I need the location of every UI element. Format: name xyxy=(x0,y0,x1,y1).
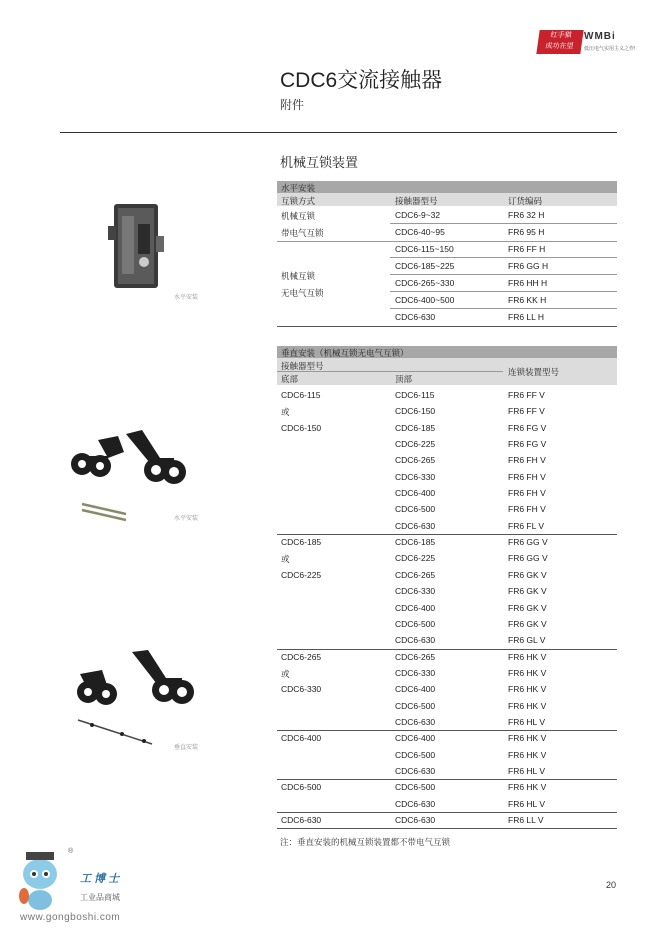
interlock-code: FR6 LL V xyxy=(508,815,544,825)
group-divider xyxy=(277,326,617,327)
bottom-contactor: 或 xyxy=(281,554,290,564)
contactor-model: CDC6-400~500 xyxy=(395,295,455,305)
page-subtitle: 附件 xyxy=(280,98,305,112)
group-divider xyxy=(277,828,617,829)
table-row xyxy=(277,485,617,501)
order-code: FR6 FF H xyxy=(508,244,546,254)
bottom-contactor: CDC6-400 xyxy=(281,733,322,743)
registered-mark: ® xyxy=(68,848,74,855)
bottom-contactor: CDC6-500 xyxy=(281,782,322,792)
table-row xyxy=(277,452,617,468)
brand-name: WMBi xyxy=(584,31,616,42)
watermark-logo-text: 工博士 xyxy=(80,873,122,885)
bottom-contactor-label xyxy=(277,387,387,403)
top-contactor: CDC6-630 xyxy=(395,815,436,825)
bottom-contactor: CDC6-225 xyxy=(281,570,322,580)
table-row xyxy=(277,747,617,763)
section-title: 机械互锁装置 xyxy=(280,155,359,170)
table-header-row: 互锁方式 接触器型号 订货编码 xyxy=(277,193,617,206)
vertical-mount-table xyxy=(277,346,617,832)
horizontal-mount-table xyxy=(277,181,617,327)
bottom-contactor: CDC6-115 xyxy=(281,390,321,400)
top-contactor: CDC6-400 xyxy=(395,488,436,498)
image-caption: 垂直安装 xyxy=(174,745,199,751)
top-contactor: CDC6-500 xyxy=(395,701,436,711)
interlock-type-label xyxy=(277,284,387,300)
bottom-contactor-label xyxy=(277,681,387,697)
contactor-model: CDC6-185~225 xyxy=(395,261,455,271)
top-contactor: CDC6-630 xyxy=(395,799,436,809)
bottom-contactor-label xyxy=(277,779,387,795)
order-code: FR6 KK H xyxy=(508,295,547,305)
interlock-type: 机械互锁 xyxy=(281,271,316,281)
page-title: CDC6交流接触器 xyxy=(280,69,443,92)
top-contactor: CDC6-500 xyxy=(395,619,436,629)
contactor-model: CDC6-40~95 xyxy=(395,227,445,237)
order-code: FR6 95 H xyxy=(508,227,545,237)
top-contactor: CDC6-225 xyxy=(395,553,436,563)
interlock-code: FR6 HK V xyxy=(508,733,547,743)
horizontal-interlock-image xyxy=(100,196,172,296)
interlock-code: FR6 GG V xyxy=(508,553,548,563)
interlock-type-label xyxy=(277,224,387,240)
table-row xyxy=(277,714,617,730)
top-contactor: CDC6-330 xyxy=(395,668,436,678)
top-contactor: CDC6-500 xyxy=(395,504,436,514)
interlock-code: FR6 GG V xyxy=(508,537,548,547)
interlock-type-label xyxy=(277,267,387,283)
top-contactor: CDC6-400 xyxy=(395,684,436,694)
top-contactor: CDC6-115 xyxy=(395,390,435,400)
brand-badge: 红手猫 成功在望 xyxy=(536,30,583,54)
top-contactor: CDC6-630 xyxy=(395,766,436,776)
top-contactor: CDC6-330 xyxy=(395,586,436,596)
top-contactor: CDC6-225 xyxy=(395,439,436,449)
bottom-contactor-label xyxy=(277,649,387,665)
bottom-contactor: 或 xyxy=(281,407,290,417)
contactor-model: CDC6-115~150 xyxy=(395,244,454,254)
table-row xyxy=(277,616,617,632)
bottom-contactor: CDC6-265 xyxy=(281,652,322,662)
contactor-model: CDC6-265~330 xyxy=(395,278,455,288)
top-contactor: CDC6-185 xyxy=(395,537,436,547)
top-contactor: CDC6-630 xyxy=(395,635,436,645)
watermark-url: www.gongboshi.com xyxy=(20,912,121,923)
top-contactor: CDC6-150 xyxy=(395,406,436,416)
divider xyxy=(60,132,617,133)
bottom-contactor-label xyxy=(277,403,387,419)
interlock-code: FR6 FH V xyxy=(508,504,546,514)
interlock-code: FR6 GK V xyxy=(508,619,547,629)
bottom-contactor-label xyxy=(277,534,387,550)
table-section-header: 垂直安装（机械互锁无电气互锁） xyxy=(277,346,617,358)
top-contactor: CDC6-400 xyxy=(395,603,436,613)
page-number: 20 xyxy=(606,880,617,890)
vertical-interlock-image xyxy=(72,648,202,748)
top-contactor: CDC6-400 xyxy=(395,733,436,743)
table-row xyxy=(277,436,617,452)
robot-mascot-icon xyxy=(12,850,72,912)
bottom-contactor: CDC6-185 xyxy=(281,537,322,547)
top-contactor: CDC6-500 xyxy=(395,750,436,760)
watermark-subtext: 工业品商城 xyxy=(80,893,120,902)
bottom-contactor-label xyxy=(277,550,387,566)
interlock-code: FR6 FG V xyxy=(508,423,547,433)
interlock-code: FR6 HL V xyxy=(508,717,546,727)
top-contactor: CDC6-265 xyxy=(395,455,436,465)
contactor-model: CDC6-9~32 xyxy=(395,210,441,220)
top-contactor: CDC6-265 xyxy=(395,652,436,662)
interlock-code: FR6 GK V xyxy=(508,570,547,580)
image-caption: 水平安装 xyxy=(174,516,199,522)
table-header-row: 接触器型号 底部 顶部 连锁装置型号 xyxy=(277,358,617,385)
bottom-contactor-label xyxy=(277,730,387,746)
interlock-code: FR6 FH V xyxy=(508,455,546,465)
brand-tagline: 低压电气实用主义之作! xyxy=(584,46,636,52)
interlock-code: FR6 HK V xyxy=(508,652,547,662)
top-contactor: CDC6-185 xyxy=(395,423,436,433)
table-note: 注：垂直安装的机械互锁装置都不带电气互锁 xyxy=(280,837,451,847)
table-row xyxy=(277,501,617,517)
bottom-contactor: CDC6-630 xyxy=(281,815,322,825)
interlock-code: FR6 GK V xyxy=(508,603,547,613)
interlock-code: FR6 FG V xyxy=(508,439,547,449)
interlock-code: FR6 HK V xyxy=(508,782,547,792)
interlock-code: FR6 HK V xyxy=(508,750,547,760)
top-contactor: CDC6-265 xyxy=(395,570,436,580)
interlock-code: FR6 HL V xyxy=(508,766,546,776)
interlock-type: 机械互锁 xyxy=(281,211,316,221)
top-contactor: CDC6-630 xyxy=(395,717,436,727)
image-caption: 水平安装 xyxy=(174,295,199,301)
table-row xyxy=(277,518,617,534)
interlock-code: FR6 FL V xyxy=(508,521,545,531)
brand-logo xyxy=(538,30,646,56)
interlock-type: 带电气互锁 xyxy=(281,228,324,238)
table-row xyxy=(277,632,617,648)
interlock-code: FR6 FF V xyxy=(508,406,545,416)
interlock-type: 无电气互锁 xyxy=(281,288,324,298)
bottom-contactor-label xyxy=(277,812,387,828)
table-row xyxy=(277,583,617,599)
table-row xyxy=(277,241,617,257)
horizontal-interlock-parts-image xyxy=(68,428,192,522)
interlock-type-label xyxy=(277,207,387,223)
order-code: FR6 GG H xyxy=(508,261,549,271)
table-row xyxy=(277,698,617,714)
top-contactor: CDC6-500 xyxy=(395,782,436,792)
order-code: FR6 32 H xyxy=(508,210,545,220)
table-row xyxy=(277,796,617,812)
table-row xyxy=(277,469,617,485)
top-contactor: CDC6-630 xyxy=(395,521,436,531)
interlock-code: FR6 HK V xyxy=(508,684,547,694)
contactor-model: CDC6-630 xyxy=(395,312,436,322)
order-code: FR6 LL H xyxy=(508,312,545,322)
bottom-contactor: CDC6-330 xyxy=(281,684,322,694)
table-section-header: 水平安装 xyxy=(277,181,617,193)
table-row xyxy=(277,600,617,616)
bottom-contactor: CDC6-150 xyxy=(281,423,322,433)
bottom-contactor-label xyxy=(277,567,387,583)
interlock-code: FR6 FF V xyxy=(508,390,545,400)
interlock-code: FR6 FH V xyxy=(508,472,546,482)
top-contactor: CDC6-330 xyxy=(395,472,436,482)
bottom-contactor-label xyxy=(277,665,387,681)
bottom-contactor: 或 xyxy=(281,669,290,679)
interlock-code: FR6 HL V xyxy=(508,799,546,809)
interlock-code: FR6 HK V xyxy=(508,668,547,678)
interlock-code: FR6 FH V xyxy=(508,488,546,498)
table-row xyxy=(277,309,617,325)
order-code: FR6 HH H xyxy=(508,278,548,288)
interlock-code: FR6 HK V xyxy=(508,701,547,711)
bottom-contactor-label xyxy=(277,420,387,436)
interlock-code: FR6 GK V xyxy=(508,586,547,596)
interlock-code: FR6 GL V xyxy=(508,635,546,645)
table-row xyxy=(277,763,617,779)
